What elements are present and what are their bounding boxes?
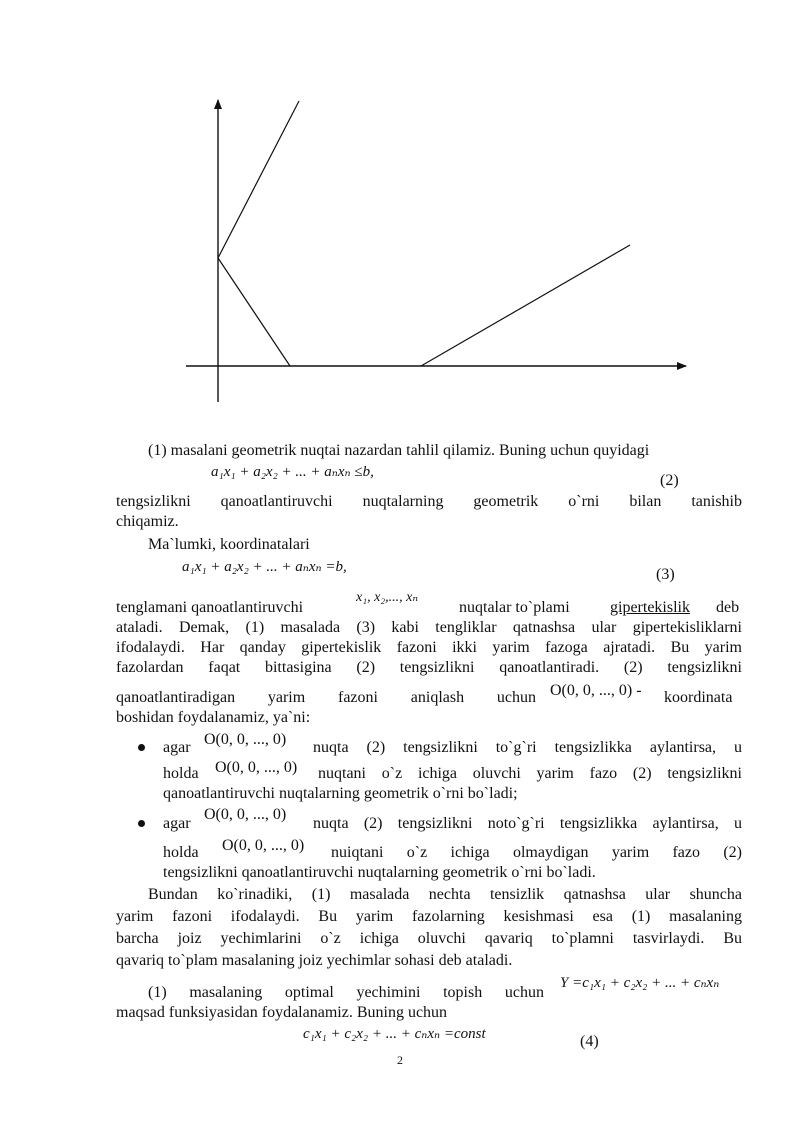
- bullet-text: tengsizlikni qanoatlantiruvchi nuqtalarning geometrik o`rni bo`ladi.: [163, 864, 596, 881]
- bullet-text: nuqta (2) tengsizlikni noto`g`ri tengsizlikka aylantirsa, u: [313, 815, 742, 832]
- paragraph-line: ataladi. Demak, (1) masalada (3) kabi tengliklar qatnashsa ular gipertekisliklarni: [116, 619, 742, 636]
- bullet-text: agar: [163, 739, 191, 756]
- formula-variables: x₁, x₂,..., xₙ: [356, 590, 419, 605]
- bullet-marker: [138, 744, 145, 751]
- page-number: 2: [397, 1053, 403, 1067]
- bullet-text: nuqta (2) tengsizlikni to`g`ri tengsizlikka aylantirsa, u: [313, 739, 742, 756]
- paragraph-line: tengsizlikni qanoatlantiruvchi nuqtalarning geometrik o`rni bilan tanishib: [116, 493, 742, 510]
- paragraph-line: tenglamani qanoatlantiruvchi: [116, 599, 304, 616]
- bullet-text: qanoatlantiruvchi nuqtalarning geometrik o`rni bo`ladi;: [163, 785, 518, 802]
- bullet-marker: [138, 820, 145, 827]
- paragraph-line: koordinata: [664, 689, 733, 706]
- bullet-text: nuiqtani o`z ichiga olmaydigan yarim fazo (2): [331, 844, 742, 861]
- bullet-text: holda: [163, 844, 199, 861]
- paragraph-line: qavariq to`plam masalaning joiz yechimlar sohasi deb ataladi.: [116, 952, 513, 969]
- paragraph-line: (1) masalaning optimal yechimini topish uchun: [148, 984, 544, 1001]
- formula-level-line: c₁x₁ + c₂x₂ + ... + cₙxₙ =const: [303, 1026, 486, 1042]
- paragraph-line: Bundan ko`rinadiki, (1) masalada nechta tensizlik qatnashsa ular shuncha: [148, 886, 742, 903]
- bullet-text: agar: [163, 815, 191, 832]
- paragraph-line: yarim fazoni ifodalaydi. Bu yarim fazolarning kesishmasi esa (1) masalaning: [116, 908, 742, 925]
- paragraph-coordinates: Ma`lumki, koordinatalari: [148, 536, 310, 553]
- equation-number-4: (4): [580, 1033, 599, 1050]
- formula-origin: O(0, 0, ..., 0): [222, 837, 305, 854]
- paragraph-line: boshidan foydalanamiz, ya`ni:: [116, 709, 311, 726]
- paragraph-line: deb: [716, 599, 740, 616]
- term-gipertekislik: gipertekislik: [610, 599, 690, 616]
- formula-origin: O(0, 0, ..., 0): [204, 731, 287, 748]
- bullet-text: holda: [163, 765, 199, 782]
- boundary-line-shallow: [421, 245, 630, 366]
- paragraph-line: barcha joiz yechimlarini o`z ichiga oluvchi qavariq to`plamni tasvirlaydi. Bu: [116, 930, 742, 947]
- formula-origin: O(0, 0, ..., 0): [215, 759, 298, 776]
- formula-inequality: a₁x₁ + a₂x₂ + ... + aₙxₙ ≤b,: [211, 464, 374, 480]
- paragraph-line: nuqtalar to`plami: [459, 599, 570, 616]
- formula-origin: O(0, 0, ..., 0) -: [550, 682, 642, 699]
- paragraph-line: maqsad funksiyasidan foydalanamiz. Buning uchun: [116, 1004, 448, 1021]
- paragraph-line: qanoatlantiradigan yarim fazoni aniqlash uchun: [116, 689, 536, 706]
- boundary-line-intercept: [218, 258, 290, 366]
- formula-objective: Y =c₁x₁ + c₂x₂ + ... + cₙxₙ: [560, 975, 720, 991]
- paragraph-line: chiqamiz.: [116, 513, 179, 530]
- paragraph-intro: (1) masalani geometrik nuqtai nazardan tahlil qilamiz. Buning uchun quyidagi: [148, 442, 650, 459]
- paragraph-line: fazolardan faqat bittasigina (2) tengsizlikni qanoatlantiradi. (2) tengsizlikni: [116, 659, 742, 676]
- geometric-figure: [0, 0, 800, 420]
- paragraph-line: ifodalaydi. Har qanday gipertekislik fazoni ikki yarim fazoga ajratadi. Bu yarim: [116, 639, 742, 656]
- formula-equation: a₁x₁ + a₂x₂ + ... + aₙxₙ =b,: [182, 559, 347, 575]
- equation-number-2: (2): [660, 472, 679, 489]
- equation-number-3: (3): [656, 566, 675, 583]
- boundary-line-steep: [218, 101, 299, 258]
- formula-origin: O(0, 0, ..., 0): [204, 806, 287, 823]
- bullet-text: nuqtani o`z ichiga oluvchi yarim fazo (2) tengsizlikni: [318, 765, 742, 782]
